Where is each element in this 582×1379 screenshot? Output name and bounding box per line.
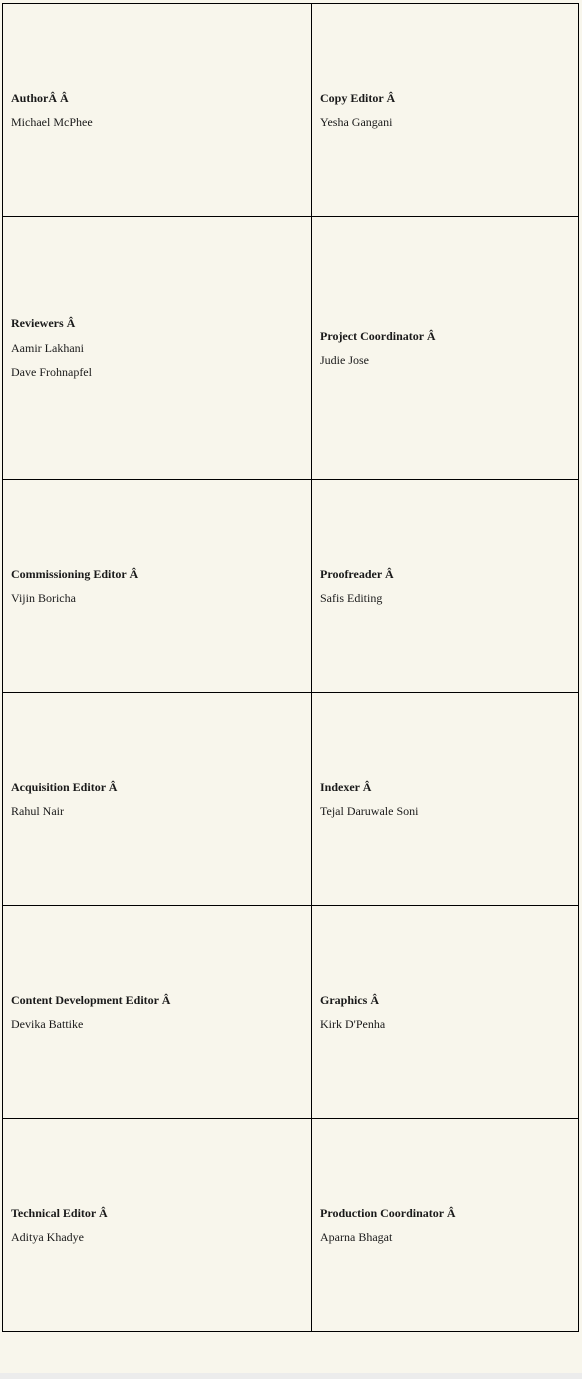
credit-cell-content-development-editor [3, 906, 312, 1119]
credit-cell-indexer [312, 693, 579, 906]
role-label: Copy Editor Â [320, 90, 396, 105]
person-name: Aditya Khadye [11, 1230, 84, 1244]
person-name: Judie Jose [320, 353, 369, 367]
credit-cell-reviewers [3, 217, 312, 480]
person-name: Yesha Gangani [320, 115, 393, 129]
credit-cell-acquisition-editor [3, 693, 312, 906]
credits-row [3, 693, 579, 906]
credit-cell-copy-editor [312, 4, 579, 217]
role-label: Technical Editor Â [11, 1205, 108, 1220]
credits-table [2, 3, 579, 1332]
person-name: Michael McPhee [11, 115, 93, 129]
credit-cell-graphics [312, 906, 579, 1119]
person-name: Rahul Nair [11, 804, 64, 818]
person-name: Aparna Bhagat [320, 1230, 393, 1244]
credits-row [3, 906, 579, 1119]
role-label: Indexer Â [320, 779, 372, 794]
role-label: AuthorÂ Â [11, 90, 69, 105]
credits-row [3, 480, 579, 693]
credit-cell-project-coordinator [312, 217, 579, 480]
role-label: Proofreader Â [320, 566, 394, 581]
role-label: Content Development Editor Â [11, 992, 171, 1007]
person-name: Dave Frohnapfel [11, 365, 92, 380]
role-label: Graphics Â [320, 992, 380, 1007]
person-name: Devika Battike [11, 1017, 84, 1031]
person-name: Safis Editing [320, 591, 383, 605]
person-name: Vijin Boricha [11, 591, 76, 605]
person-name: Aamir Lakhani [11, 340, 84, 355]
role-label: Project Coordinator Â [320, 328, 436, 343]
role-label: Commissioning Editor Â [11, 566, 139, 581]
credit-cell-proofreader [312, 480, 579, 693]
page-bottom-strip [0, 1373, 582, 1379]
credit-cell-author [3, 4, 312, 217]
role-label: Acquisition Editor Â [11, 779, 118, 794]
credits-row [3, 4, 579, 217]
credit-cell-production-coordinator [312, 1119, 579, 1332]
credits-row [3, 217, 579, 480]
credits-row [3, 1119, 579, 1332]
person-name: Tejal Daruwale Soni [320, 804, 419, 818]
person-name: Kirk D'Penha [320, 1017, 386, 1031]
credit-cell-technical-editor [3, 1119, 312, 1332]
credit-cell-commissioning-editor [3, 480, 312, 693]
role-label: Reviewers Â [11, 316, 76, 331]
role-label: Production Coordinator Â [320, 1205, 456, 1220]
